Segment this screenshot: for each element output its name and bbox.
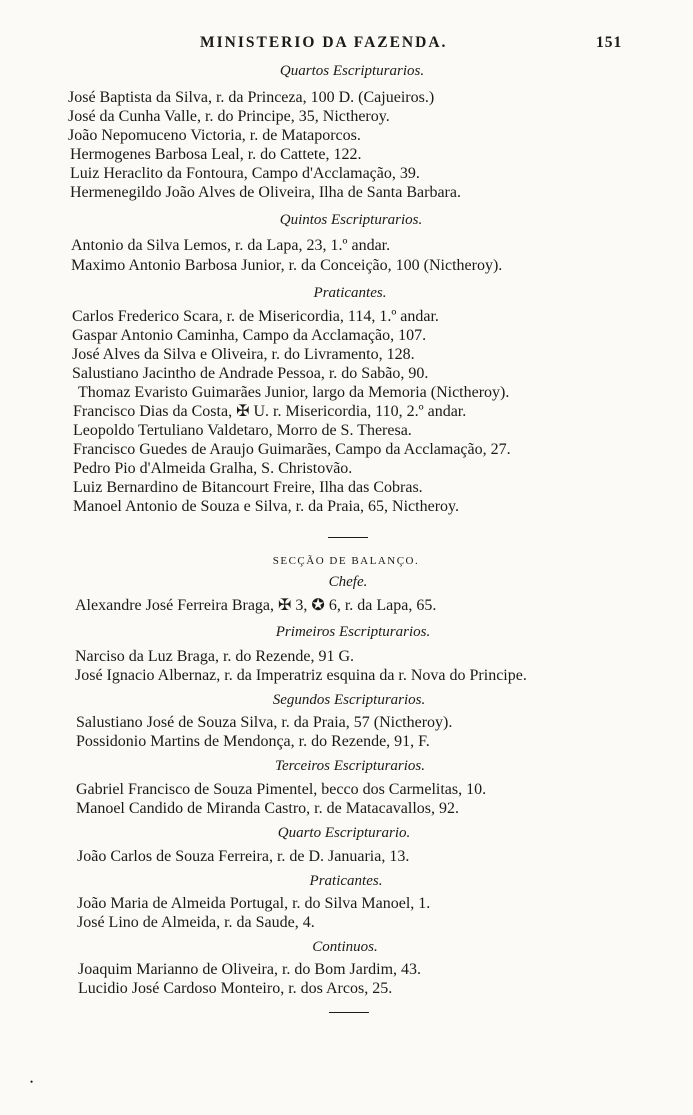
entry-line: Carlos Frederico Scara, r. de Misericordia, 114, 1.º andar.	[72, 308, 439, 325]
section-title-balanco: SECÇÃO DE BALANÇO.	[272, 555, 420, 567]
entry-line: Gaspar Antonio Caminha, Campo da Acclamação, 107.	[72, 327, 427, 344]
section-divider	[329, 1012, 369, 1013]
entry-line: José da Cunha Valle, r. do Principe, 35, Nictheroy.	[68, 108, 390, 125]
section-divider	[328, 537, 368, 538]
entry-line: Possidonio Martins de Mendonça, r. do Rezende, 91, F.	[76, 733, 430, 750]
entry-line: José Ignacio Albernaz, r. da Imperatriz esquina da r. Nova do Principe.	[75, 667, 527, 684]
entry-line: João Carlos de Souza Ferreira, r. de D. Januaria, 13.	[77, 848, 410, 865]
entry-line: João Maria de Almeida Portugal, r. do Silva Manoel, 1.	[77, 895, 431, 912]
entry-line: Hermogenes Barbosa Leal, r. do Cattete, 122.	[70, 146, 362, 163]
section-heading-quartos: Quartos Escripturarios.	[279, 63, 425, 79]
section-heading-primeiros: Primeiros Escripturarios.	[275, 624, 431, 640]
entry-line: Manoel Candido de Miranda Castro, r. de Matacavallos, 92.	[76, 800, 460, 817]
entry-line: Narciso da Luz Braga, r. do Rezende, 91 G.	[75, 648, 355, 665]
print-speck: •	[30, 1077, 34, 1087]
section-heading-chefe: Chefe.	[328, 574, 368, 590]
entry-line: João Nepomuceno Victoria, r. de Mataporcos.	[68, 127, 361, 144]
entry-line: Luiz Heraclito da Fontoura, Campo d'Acclamação, 39.	[70, 165, 420, 182]
section-heading-segundos: Segundos Escripturarios.	[272, 692, 426, 708]
entry-line: Manoel Antonio de Souza e Silva, r. da Praia, 65, Nictheroy.	[73, 498, 459, 515]
entry-line: José Alves da Silva e Oliveira, r. do Livramento, 128.	[72, 346, 415, 363]
entry-line: Thomaz Evaristo Guimarães Junior, largo da Memoria (Nictheroy).	[78, 384, 510, 401]
section-heading-quarto: Quarto Escripturario.	[277, 825, 411, 841]
entry-line: Luiz Bernardino de Bitancourt Freire, Ilha das Cobras.	[73, 479, 423, 496]
entry-line: Salustiano Jacintho de Andrade Pessoa, r. do Sabão, 90.	[72, 365, 429, 382]
entry-line: Leopoldo Tertuliano Valdetaro, Morro de S. Theresa.	[73, 422, 412, 439]
entry-line: Maximo Antonio Barbosa Junior, r. da Conceição, 100 (Nictheroy).	[71, 257, 503, 274]
section-heading-praticantes: Praticantes.	[313, 285, 387, 301]
entry-line: Francisco Dias da Costa, ✠ U. r. Misericordia, 110, 2.º andar.	[73, 403, 467, 420]
running-header: MINISTERIO DA FAZENDA.	[200, 34, 448, 51]
section-heading-continuos: Continuos.	[312, 939, 378, 955]
entry-line: Alexandre José Ferreira Braga, ✠ 3, ✪ 6, r. da Lapa, 65.	[75, 597, 437, 614]
section-heading-terceiros: Terceiros Escripturarios.	[274, 758, 426, 774]
page-number: 151	[596, 34, 623, 51]
entry-line: Gabriel Francisco de Souza Pimentel, becco dos Carmelitas, 10.	[76, 781, 487, 798]
entry-line: Antonio da Silva Lemos, r. da Lapa, 23, 1.º andar.	[71, 237, 391, 254]
entry-line: Francisco Guedes de Araujo Guimarães, Campo da Acclamação, 27.	[73, 441, 511, 458]
entry-line: Pedro Pio d'Almeida Gralha, S. Christovão.	[73, 460, 353, 477]
section-heading-quintos: Quintos Escripturarios.	[279, 212, 423, 228]
entry-line: Lucidio José Cardoso Monteiro, r. dos Arcos, 25.	[78, 980, 393, 997]
entry-line: Joaquim Marianno de Oliveira, r. do Bom Jardim, 43.	[78, 961, 422, 978]
entry-line: Salustiano José de Souza Silva, r. da Praia, 57 (Nictheroy).	[76, 714, 453, 731]
section-heading-praticantes-balanco: Praticantes.	[309, 873, 383, 889]
entry-line: Hermenegildo João Alves de Oliveira, Ilha de Santa Barbara.	[70, 184, 461, 201]
entry-line: José Lino de Almeida, r. da Saude, 4.	[77, 914, 315, 931]
entry-line: José Baptista da Silva, r. da Princeza, 100 D. (Cajueiros.)	[68, 89, 435, 106]
